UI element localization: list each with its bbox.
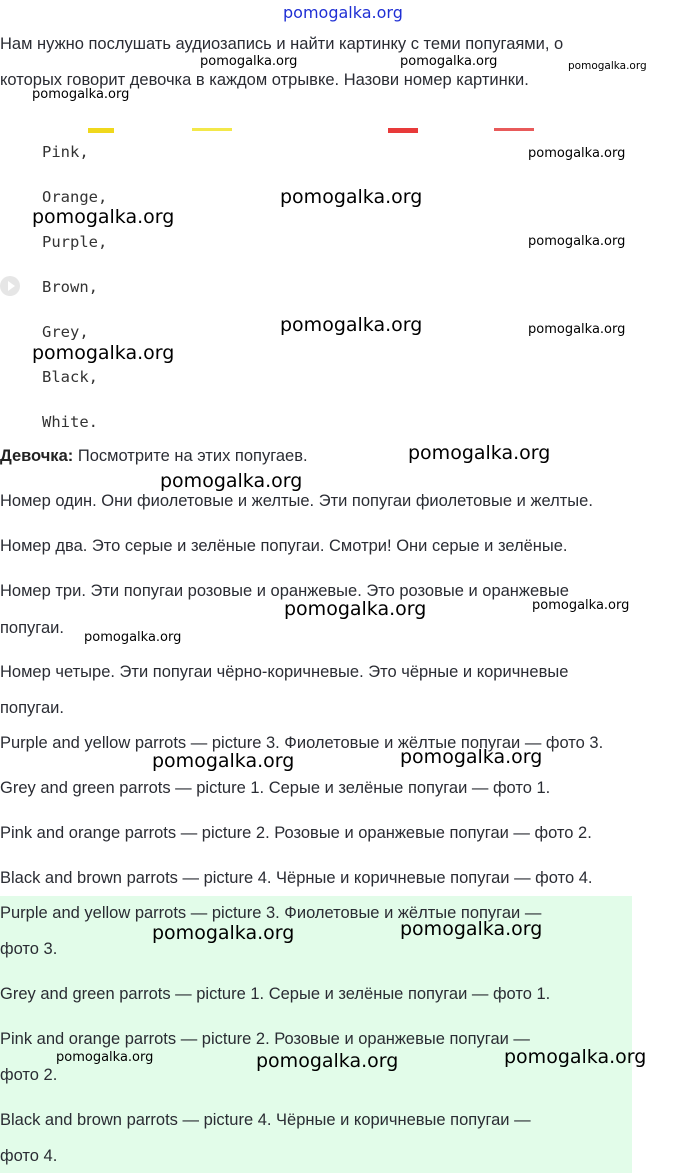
color-word: Brown, — [42, 278, 98, 296]
parrot-image-strip — [388, 128, 418, 133]
color-word: Grey, — [42, 323, 89, 341]
answer-line: Grey and green parrots — picture 1. Серые и зелёные попугаи — фото 1. — [0, 779, 551, 797]
watermark: pomogalka.org — [504, 1046, 647, 1068]
watermark: pomogalka.org — [84, 630, 182, 645]
answer-line: Pink and orange parrots — picture 2. Розовые и оранжевые попугаи — фото 2. — [0, 824, 592, 842]
watermark: pomogalka.org — [152, 922, 295, 944]
watermark: pomogalka.org — [528, 146, 626, 161]
watermark: pomogalka.org — [280, 186, 423, 208]
highlighted-answer-line: фото 4. — [0, 1147, 58, 1165]
task-line-2: которых говорит девочка в каждом отрывке. Назови номер картинки. — [0, 71, 529, 89]
dialog-line: Номер четыре. Эти попугаи чёрно-коричневые. Это чёрные и коричневые — [0, 663, 569, 681]
parrot-image-strip — [494, 128, 534, 131]
dialog-line: попугаи. — [0, 619, 64, 637]
color-word: Pink, — [42, 143, 89, 161]
dialog-intro — [0, 447, 308, 465]
dialog-line: попугаи. — [0, 699, 64, 717]
parrot-image-strip — [192, 128, 232, 131]
watermark: pomogalka.org — [200, 54, 298, 69]
dialog-line: Номер один. Они фиолетовые и желтые. Эти попугаи фиолетовые и желтые. — [0, 492, 593, 510]
watermark: pomogalka.org — [528, 322, 626, 337]
color-word: Orange, — [42, 188, 108, 206]
highlighted-answer-line: Grey and green parrots — picture 1. Серые и зелёные попугаи — фото 1. — [0, 985, 551, 1003]
color-word: Purple, — [42, 233, 108, 251]
task-line-1: Нам нужно послушать аудиозапись и найти картинку с теми попугаями, о — [0, 35, 564, 53]
watermark: pomogalka.org — [152, 750, 295, 772]
watermark: pomogalka.org — [284, 598, 427, 620]
dialog-line: Номер два. Это серые и зелёные попугаи. Смотри! Они серые и зелёные. — [0, 537, 568, 555]
watermark: pomogalka.org — [160, 470, 303, 492]
dialog-line: Номер три. Эти попугаи розовые и оранжевые. Это розовые и оранжевые — [0, 582, 569, 600]
dialog-intro-text: Посмотрите на этих попугаев. — [77, 447, 308, 465]
watermark: pomogalka.org — [400, 54, 498, 69]
highlighted-answer-line: фото 3. — [0, 940, 58, 958]
answer-line: Black and brown parrots — picture 4. Чёрные и коричневые попугаи — фото 4. — [0, 869, 593, 887]
color-word: White. — [42, 413, 98, 431]
watermark: pomogalka.org — [528, 234, 626, 249]
watermark: pomogalka.org — [256, 1050, 399, 1072]
watermark: pomogalka.org — [408, 442, 551, 464]
watermark: pomogalka.org — [400, 746, 543, 768]
watermark: pomogalka.org — [56, 1050, 154, 1065]
watermark: pomogalka.org — [532, 598, 630, 613]
audio-play-icon[interactable] — [0, 276, 20, 296]
watermark: pomogalka.org — [32, 206, 175, 228]
color-word: Black, — [42, 368, 98, 386]
watermark: pomogalka.org — [280, 314, 423, 336]
highlighted-answer-line: Black and brown parrots — picture 4. Чёрные и коричневые попугаи — — [0, 1111, 531, 1129]
watermark: pomogalka.org — [400, 918, 543, 940]
watermark: pomogalka.org — [568, 60, 647, 72]
answer-line: Purple and yellow parrots — picture 3. Фиолетовые и жёлтые попугаи — фото 3. — [0, 734, 604, 752]
watermark: pomogalka.org — [32, 342, 175, 364]
highlighted-answer-line: фото 2. — [0, 1066, 58, 1084]
watermark: pomogalka.org — [32, 87, 130, 102]
parrot-image-strip — [88, 128, 114, 133]
highlighted-answer-line: Purple and yellow parrots — picture 3. Фиолетовые и жёлтые попугаи — — [0, 904, 542, 922]
top-watermark: pomogalka.org — [283, 3, 403, 22]
highlighted-answer-line: Pink and orange parrots — picture 2. Розовые и оранжевые попугаи — — [0, 1030, 530, 1048]
speaker-label: Девочка: — [0, 447, 74, 465]
